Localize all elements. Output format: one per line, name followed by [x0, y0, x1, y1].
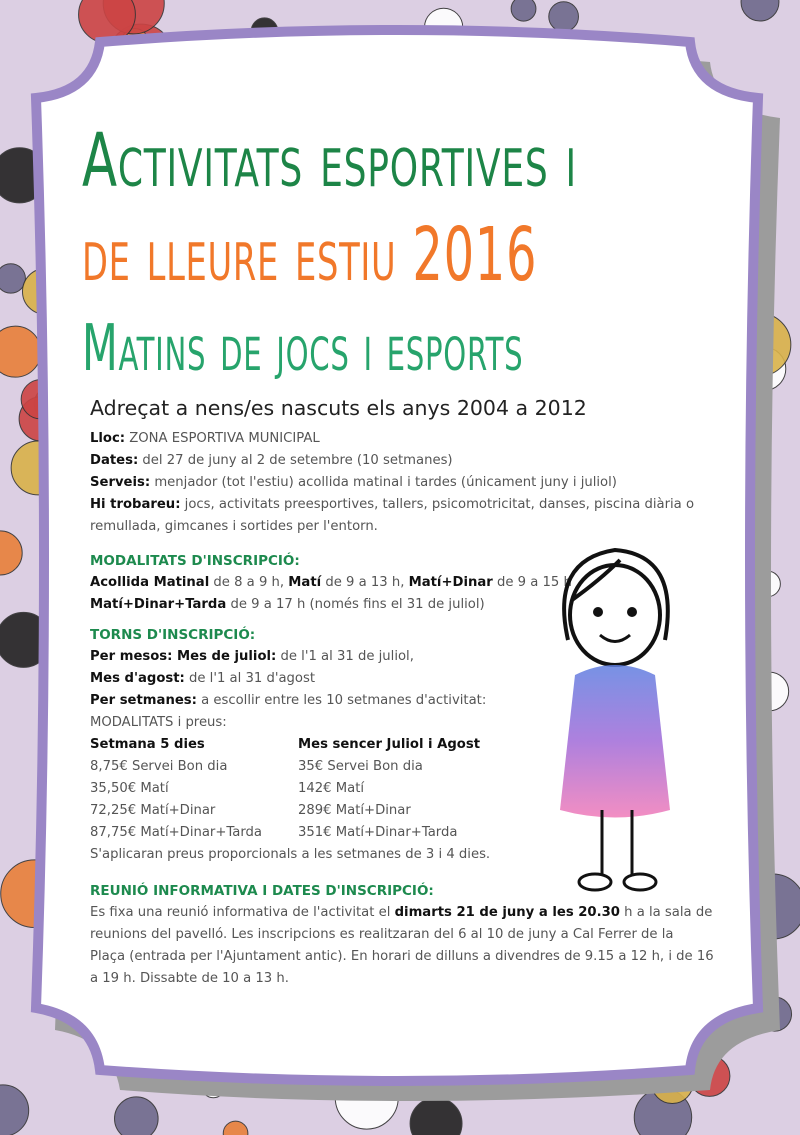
info-block — [90, 428, 694, 538]
prices-header: Setmana 5 dies Mes sencer Juliol i Agost — [90, 737, 481, 752]
torns-section — [90, 624, 490, 866]
reunio-line-3: Plaça (entrada per l'Ajuntament antic). En horari de dilluns a divendres de 9.15 a 12 h, i de 16 — [90, 949, 714, 964]
info-lloc: Lloc: ZONA ESPORTIVA MUNICIPAL — [90, 431, 320, 446]
info-dates: Dates: del 27 de juny al 2 de setembre (10 setmanes) — [90, 453, 453, 468]
reunio-line-4: a 19 h. Dissabte de 10 a 13 h. — [90, 971, 289, 986]
price-row: 72,25€ Matí+Dinar 289€ Matí+Dinar — [90, 803, 411, 818]
info-serveis: Serveis: menjador (tot l'estiu) acollida matinal i tardes (únicament juny i juliol) — [90, 475, 617, 490]
modalitats-line-1: Acollida Matinal de 8 a 9 h, Matí de 9 a 13 h, Matí+Dinar de 9 a 15 h — [90, 575, 572, 590]
info-hi-trobareu: Hi trobareu: jocs, activitats preesportives, tallers, psicomotricitat, danses, piscina diària o — [90, 497, 695, 512]
info-hi-trobareu-cont: remullada, gimcanes i sortides per l'entorn. — [90, 519, 378, 534]
torns-setmanes: Per setmanes: a escollir entre les 10 setmanes d'activitat: — [90, 693, 487, 708]
torns-agost: Mes d'agost: de l'1 al 31 d'agost — [90, 671, 316, 686]
modalitats-heading: MODALITATS D'INSCRIPCIÓ: — [90, 553, 300, 569]
price-row: 35,50€ Matí 142€ Matí — [90, 781, 365, 796]
preus-label: MODALITATS i preus: — [90, 715, 227, 730]
prices-note: S'aplicaran preus proporcionals a les setmanes de 3 i 4 dies. — [90, 847, 491, 862]
title-line-2: de lleure estiu 2016 — [82, 212, 538, 298]
torns-heading: TORNS D'INSCRIPCIÓ: — [90, 627, 256, 643]
reunio-line-1: Es fixa una reunió informativa de l'activitat el dimarts 21 de juny a les 20.30 h a la sala de — [90, 905, 713, 920]
modalitats-section — [90, 550, 572, 616]
audience: Adreçat a nens/es nascuts els anys 2004 a 2012 — [90, 396, 587, 420]
modalitats-line-2: Matí+Dinar+Tarda de 9 a 17 h (només fins el 31 de juliol) — [90, 597, 485, 612]
girl-illustration — [540, 540, 690, 900]
torns-mesos: Per mesos: Mes de juliol: de l'1 al 31 de juliol, — [90, 649, 414, 664]
price-row: 8,75€ Servei Bon dia 35€ Servei Bon dia — [90, 759, 423, 774]
reunio-heading: REUNIÓ INFORMATIVA I DATES D'INSCRIPCIÓ: — [90, 883, 434, 899]
subtitle: Matins de jocs i esports — [82, 312, 524, 386]
reunio-line-2: reunions del pavelló. Les inscripcions es realitzaran del 6 al 10 de juny a Cal Ferrer de la — [90, 927, 674, 942]
title-line-1: Activitats esportives i — [82, 118, 577, 204]
price-row: 87,75€ Matí+Dinar+Tarda 351€ Matí+Dinar+Tarda — [90, 825, 458, 840]
